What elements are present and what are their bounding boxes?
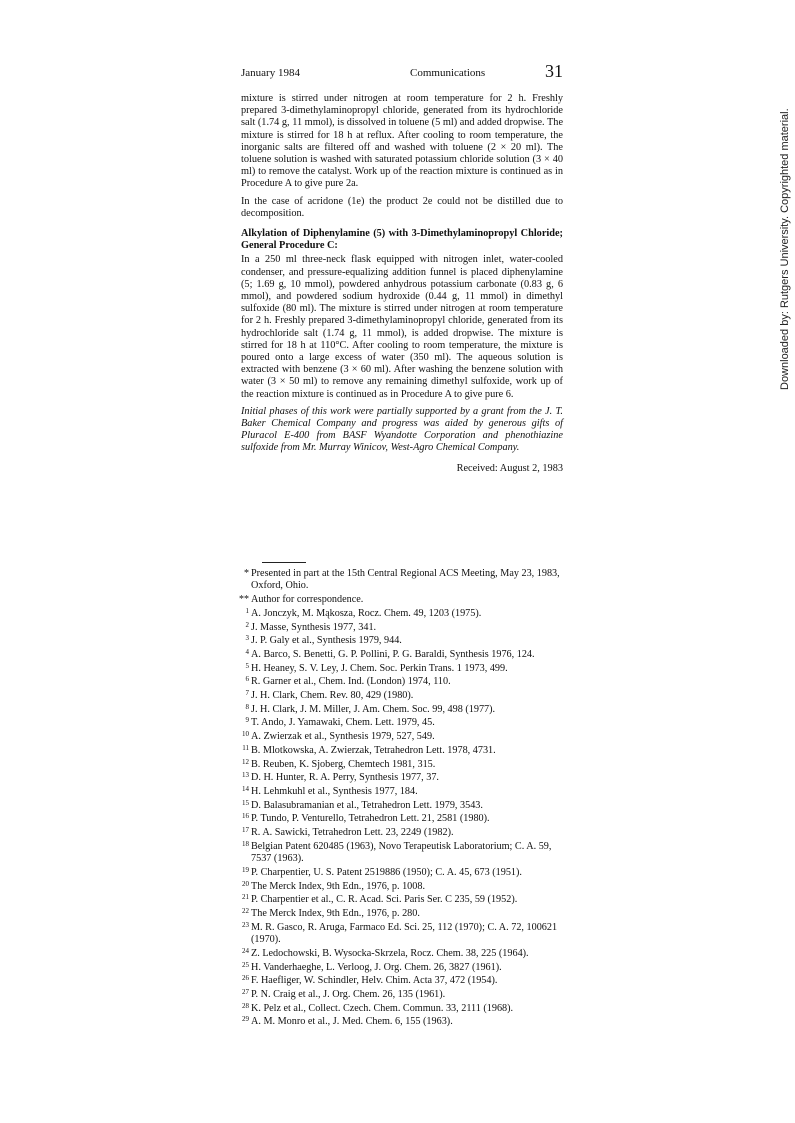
reference-text: A. Jonczyk, M. Mąkosza, Rocz. Chem. 49, 1203 (1975). xyxy=(251,607,482,619)
reference-text: J. Masse, Synthesis 1977, 341. xyxy=(251,621,377,633)
reference-text: P. Charpentier, U. S. Patent 2519886 (1950); C. A. 45, 673 (1951). xyxy=(251,866,522,878)
reference-text: Belgian Patent 620485 (1963), Novo Terapeutisk Laboratorium; C. A. 59, 7537 (1963). xyxy=(251,840,552,865)
reference-text: Z. Ledochowski, B. Wysocka-Skrzela, Rocz. Chem. 38, 225 (1964). xyxy=(251,947,529,959)
reference-text: P. Charpentier et al., C. R. Acad. Sci. Paris Ser. C 235, 59 (1952). xyxy=(251,894,518,906)
reference-text: Presented in part at the 15th Central Regional ACS Meeting, May 23, 1983, Oxford, Ohio. xyxy=(251,568,560,592)
reference-text: The Merck Index, 9th Edn., 1976, p. 280. xyxy=(251,907,420,919)
reference-text: J. H. Clark, J. M. Miller, J. Am. Chem. Soc. 99, 498 (1977). xyxy=(251,703,496,715)
reference-text: The Merck Index, 9th Edn., 1976, p. 1008. xyxy=(251,880,426,892)
reference-text: A. Barco, S. Benetti, G. P. Pollini, P. G. Baraldi, Synthesis 1976, 124. xyxy=(251,648,535,660)
reference-number: 29 xyxy=(242,1015,249,1024)
reference-item xyxy=(241,676,563,688)
reference-item xyxy=(241,649,563,661)
reference-number: 26 xyxy=(242,974,249,983)
reference-number: 9 xyxy=(245,716,249,725)
footnote-divider xyxy=(262,562,306,563)
reference-text: P. Tundo, P. Venturello, Tetrahedron Lett. 21, 2581 (1980). xyxy=(251,813,490,825)
reference-item xyxy=(241,772,563,784)
reference-text: A. M. Monro et al., J. Med. Chem. 6, 155 (1963). xyxy=(251,1016,453,1028)
reference-text: R. A. Sawicki, Tetrahedron Lett. 23, 2249 (1982). xyxy=(251,827,454,839)
reference-item xyxy=(241,759,563,771)
reference-item xyxy=(241,594,563,606)
reference-number: 2 xyxy=(245,620,249,629)
reference-number: 8 xyxy=(245,702,249,711)
reference-text: H. Lehmkuhl et al., Synthesis 1977, 184. xyxy=(251,785,418,797)
reference-text: M. R. Gasco, R. Aruga, Farmaco Ed. Sci. 25, 112 (1970); C. A. 72, 100621 (1970). xyxy=(251,921,558,946)
references-list xyxy=(241,568,563,1030)
reference-number: 23 xyxy=(242,920,249,929)
reference-number: 25 xyxy=(242,960,249,969)
reference-number: 11 xyxy=(242,743,249,752)
reference-number: 12 xyxy=(242,757,249,766)
issue-date: January 1984 xyxy=(241,67,300,79)
acknowledgement: Initial phases of this work were partially supported by a grant from the J. T. Baker Chemical Company and progress was aided by generous gifts of Pluracol E-400 from BASF Wyandotte Corporation and phenothiazine sulfoxide from Mr. Murray Winicov, West-Agro Chemical Company. xyxy=(241,405,563,454)
reference-number: 17 xyxy=(242,826,249,835)
paragraph: In a 250 ml three-neck flask equipped with nitrogen inlet, water-cooled condenser, and pressure-equalizing addition funnel is placed diphenylamine (5; 1.69 g, 10 mmol), powdered anhydrous potassium carbonate (0.83 g, 6 mmol), and powdered sodium hydroxide (0.44 g, 11 mmol) in dimethyl sulfoxide (80 ml). The mixture is stirred under nitrogen at room temperature for 2 h. Freshly prepared 3-dimethylaminopropyl chloride, generated from its hydrochloride salt (1.74 g, 11 mmol), is added dropwise. The mixture is stirred for 18 h at 110°C. After cooling to room temperature, the mixture is poured onto a large excess of water (350 ml). The aqueous solution is extracted with benzene (3 × 60 ml). After washing the benzene solution with water (3 × 50 ml) to remove any remaining dimethyl sulfoxide, work up of the reaction mixture is continued as in Procedure A to give pure 6. xyxy=(241,254,563,400)
reference-item xyxy=(241,568,563,593)
reference-text: B. Mlotkowska, A. Zwierzak, Tetrahedron Lett. 1978, 4731. xyxy=(251,744,496,756)
reference-item xyxy=(241,962,563,974)
section-name: Communications xyxy=(410,67,486,79)
reference-item xyxy=(241,827,563,839)
download-watermark: Downloaded by: Rutgers University. Copyrighted material. xyxy=(779,108,791,390)
reference-item xyxy=(241,881,563,893)
reference-item xyxy=(241,745,563,757)
procedure-heading: Alkylation of Diphenylamine (5) with 3-Dimethylaminopropyl Chloride; General Procedure C: xyxy=(241,228,563,252)
reference-item xyxy=(241,1016,563,1028)
reference-number: 14 xyxy=(242,784,249,793)
reference-number: 27 xyxy=(242,987,249,996)
reference-item xyxy=(241,813,563,825)
reference-number: 21 xyxy=(242,893,249,902)
paragraph: mixture is stirred under nitrogen at room temperature for 2 h. Freshly prepared 3-dimethylaminopropyl chloride, generated from its hydrochloride salt (1.74 g, 11 mmol), is dissolved in toluene (5 ml) and added dropwise. The mixture is stirred for 18 h at reflux. After cooling to room temperature, the inorganic salts are filtered off and washed with toluene (2 × 20 ml). The toluene solution is washed with saturated potassium chloride solution (3 × 40 ml) to remove the catalyst. Work up of the reaction mixture is continued as in Procedure A to give pure 2a. xyxy=(241,93,564,190)
reference-item xyxy=(241,975,563,987)
reference-item xyxy=(241,608,563,620)
page-number: 31 xyxy=(545,61,563,81)
reference-text: Author for correspondence. xyxy=(251,594,364,606)
reference-number: 20 xyxy=(242,879,249,888)
reference-number: 24 xyxy=(242,946,249,955)
reference-item xyxy=(241,717,563,729)
reference-number: 18 xyxy=(242,839,249,848)
reference-number: 16 xyxy=(242,812,249,821)
reference-text: H. Vanderhaeghe, L. Verloog, J. Org. Chem. 26, 3827 (1961). xyxy=(251,961,502,973)
reference-item xyxy=(241,690,563,702)
reference-text: D. H. Hunter, R. A. Perry, Synthesis 1977, 37. xyxy=(251,772,439,784)
reference-number: * xyxy=(244,568,249,579)
reference-text: H. Heaney, S. V. Ley, J. Chem. Soc. Perkin Trans. 1 1973, 499. xyxy=(251,662,508,674)
reference-item xyxy=(241,1003,563,1015)
reference-number: 22 xyxy=(242,906,249,915)
article-body xyxy=(241,93,563,475)
reference-item xyxy=(241,989,563,1001)
reference-item xyxy=(241,786,563,798)
reference-text: T. Ando, J. Yamawaki, Chem. Lett. 1979, 45. xyxy=(251,717,435,729)
reference-text: K. Pelz et al., Collect. Czech. Chem. Commun. 33, 2111 (1968). xyxy=(251,1002,514,1014)
reference-number: 13 xyxy=(242,771,249,780)
reference-number: 10 xyxy=(242,730,249,739)
reference-item xyxy=(241,622,563,634)
reference-number: 28 xyxy=(242,1001,249,1010)
paragraph: In the case of acridone (1e) the product 2e could not be distilled due to decomposition. xyxy=(241,195,563,219)
reference-number: 6 xyxy=(245,675,249,684)
reference-item xyxy=(241,894,563,906)
reference-text: P. N. Craig et al., J. Org. Chem. 26, 135 (1961). xyxy=(251,988,446,1000)
received-date: Received: August 2, 1983 xyxy=(456,462,563,474)
reference-item xyxy=(241,635,563,647)
reference-text: D. Balasubramanian et al., Tetrahedron Lett. 1979, 3543. xyxy=(251,799,483,811)
reference-item xyxy=(241,704,563,716)
reference-number: 19 xyxy=(242,865,249,874)
reference-item xyxy=(241,841,563,866)
reference-number: 4 xyxy=(245,647,249,656)
reference-number: 3 xyxy=(245,634,249,643)
reference-text: F. Haefliger, W. Schindler, Helv. Chim. Acta 37, 472 (1954). xyxy=(251,975,498,987)
reference-item xyxy=(241,922,563,947)
reference-item xyxy=(241,800,563,812)
reference-text: J. H. Clark, Chem. Rev. 80, 429 (1980). xyxy=(251,690,414,702)
reference-text: J. P. Galy et al., Synthesis 1979, 944. xyxy=(251,635,402,647)
reference-item xyxy=(241,867,563,879)
reference-number: 15 xyxy=(242,798,249,807)
reference-number: 1 xyxy=(245,606,249,615)
reference-item xyxy=(241,663,563,675)
reference-item xyxy=(241,948,563,960)
reference-number: 5 xyxy=(245,661,249,670)
reference-item xyxy=(241,731,563,743)
reference-text: B. Reuben, K. Sjoberg, Chemtech 1981, 315. xyxy=(251,758,436,770)
running-header xyxy=(241,63,563,83)
reference-text: A. Zwierzak et al., Synthesis 1979, 527, 549. xyxy=(251,731,435,743)
reference-number: ** xyxy=(239,594,249,606)
reference-number: 7 xyxy=(245,689,249,698)
reference-text: R. Garner et al., Chem. Ind. (London) 1974, 110. xyxy=(251,676,451,688)
reference-item xyxy=(241,908,563,920)
